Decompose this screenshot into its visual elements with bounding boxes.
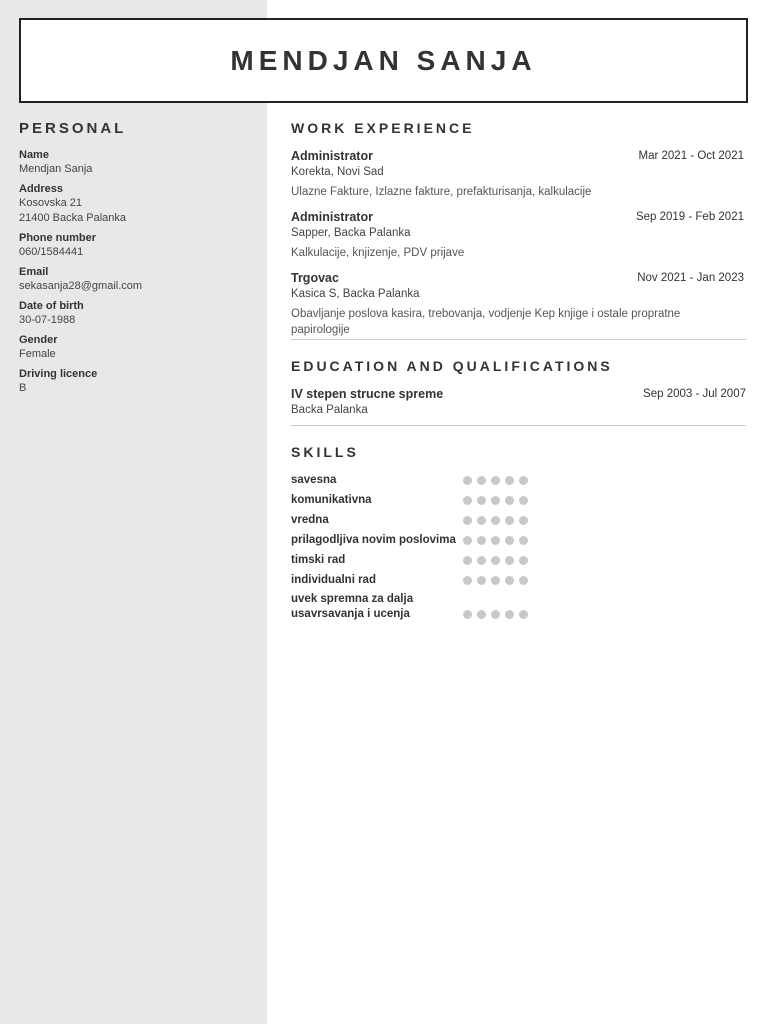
- skill-dot: [491, 576, 500, 585]
- skill-dot: [505, 516, 514, 525]
- skill-rating: [463, 516, 528, 525]
- skill-name: prilagodljiva novim poslovima: [291, 533, 456, 546]
- skill-dot: [519, 476, 528, 485]
- skill-rating: [463, 536, 528, 545]
- skill-dot: [519, 556, 528, 565]
- skill-dot: [505, 610, 514, 619]
- skill-rating: [463, 610, 528, 619]
- skill-row: [291, 470, 746, 490]
- skill-dot: [519, 576, 528, 585]
- work-job-title: Trgovac: [291, 271, 339, 285]
- skill-row: [291, 530, 746, 550]
- skill-dot: [477, 476, 486, 485]
- education-entry: [291, 386, 746, 418]
- skill-dot: [477, 496, 486, 505]
- skill-dot: [491, 536, 500, 545]
- work-company: Sapper, Backa Palanka: [291, 227, 411, 239]
- work-experience-heading: WORK EXPERIENCE: [291, 120, 475, 136]
- skill-dot: [477, 556, 486, 565]
- skill-dot: [505, 476, 514, 485]
- work-job-title: Administrator: [291, 149, 373, 163]
- header-box: [19, 18, 748, 103]
- skill-name: individualni rad: [291, 573, 376, 586]
- skill-row: [291, 570, 746, 590]
- skill-dot: [519, 496, 528, 505]
- resume-name-title: MENDJAN SANJA: [230, 44, 537, 76]
- email-value: sekasanja28@gmail.com: [19, 280, 143, 292]
- personal-heading: PERSONAL: [19, 120, 127, 137]
- work-entry: [291, 148, 746, 200]
- skill-name: timski rad: [291, 553, 346, 566]
- skill-rating: [463, 576, 528, 585]
- skill-dot: [463, 576, 472, 585]
- work-job-title: Administrator: [291, 210, 373, 224]
- work-date: Mar 2021 - Oct 2021: [638, 150, 744, 162]
- work-date: Nov 2021 - Jan 2023: [637, 272, 744, 284]
- phone-label: Phone number: [19, 232, 97, 244]
- skills-list: [291, 470, 746, 622]
- skill-dot: [463, 516, 472, 525]
- skill-dot: [463, 496, 472, 505]
- main-content: [291, 120, 746, 622]
- skill-dot: [477, 610, 486, 619]
- driving-licence-label: Driving licence: [19, 368, 98, 380]
- skill-dot: [463, 476, 472, 485]
- skill-dot: [519, 610, 528, 619]
- name-label: Name: [19, 149, 49, 161]
- education-title: IV stepen strucne spreme: [291, 387, 444, 401]
- gender-value: Female: [19, 348, 56, 360]
- skill-dot: [505, 556, 514, 565]
- skill-dot: [505, 576, 514, 585]
- skill-name: uvek spremna za dalja usavrsavanja i ucenja: [291, 593, 414, 620]
- skill-rating: [463, 496, 528, 505]
- skill-dot: [491, 556, 500, 565]
- work-description: Kalkulacije, knjizenje, PDV prijave: [291, 247, 465, 259]
- dob-value: 30-07-1988: [19, 314, 76, 326]
- skill-dot: [505, 536, 514, 545]
- phone-value: 060/1584441: [19, 246, 84, 258]
- skill-row: [291, 550, 746, 570]
- gender-label: Gender: [19, 334, 58, 346]
- skill-dot: [519, 516, 528, 525]
- skill-row: [291, 592, 746, 622]
- skill-dot: [477, 536, 486, 545]
- skill-dot: [491, 476, 500, 485]
- skill-dot: [477, 576, 486, 585]
- skill-dot: [519, 536, 528, 545]
- education-place: Backa Palanka: [291, 404, 368, 416]
- skill-rating: [463, 476, 528, 485]
- work-description: Obavljanje poslova kasira, trebovanja, vodjenje Kep knjige i ostale propratne papirologije: [291, 308, 681, 336]
- work-company: Kasica S, Backa Palanka: [291, 288, 420, 300]
- work-company: Korekta, Novi Sad: [291, 166, 384, 178]
- skill-dot: [491, 496, 500, 505]
- education-date: Sep 2003 - Jul 2007: [643, 388, 746, 400]
- education-heading: EDUCATION AND QUALIFICATIONS: [291, 358, 613, 374]
- driving-licence-value: B: [19, 382, 27, 394]
- name-value: Mendjan Sanja: [19, 163, 93, 175]
- skills-heading: SKILLS: [291, 444, 359, 460]
- work-entry: [291, 270, 746, 338]
- skill-dot: [491, 610, 500, 619]
- skill-rating: [463, 556, 528, 565]
- skill-dot: [491, 516, 500, 525]
- email-label: Email: [19, 266, 49, 278]
- skill-row: [291, 490, 746, 510]
- skill-name: komunikativna: [291, 493, 372, 506]
- skill-row: [291, 510, 746, 530]
- section-divider: [291, 425, 746, 426]
- work-description: Ulazne Fakture, Izlazne fakture, prefakturisanja, kalkulacije: [291, 186, 592, 198]
- address-label: Address: [19, 183, 64, 195]
- skill-dot: [505, 496, 514, 505]
- skill-dot: [463, 536, 472, 545]
- work-date: Sep 2019 - Feb 2021: [635, 211, 744, 223]
- skill-dot: [477, 516, 486, 525]
- address-line-2: 21400 Backa Palanka: [19, 212, 127, 224]
- personal-section: [19, 120, 254, 396]
- address-line-1: Kosovska 21: [19, 197, 82, 209]
- skill-dot: [463, 556, 472, 565]
- skill-name: vredna: [291, 513, 329, 526]
- skill-dot: [463, 610, 472, 619]
- work-entry: [291, 209, 746, 261]
- dob-label: Date of birth: [19, 300, 84, 312]
- section-divider: [291, 339, 746, 340]
- skill-name: savesna: [291, 473, 337, 486]
